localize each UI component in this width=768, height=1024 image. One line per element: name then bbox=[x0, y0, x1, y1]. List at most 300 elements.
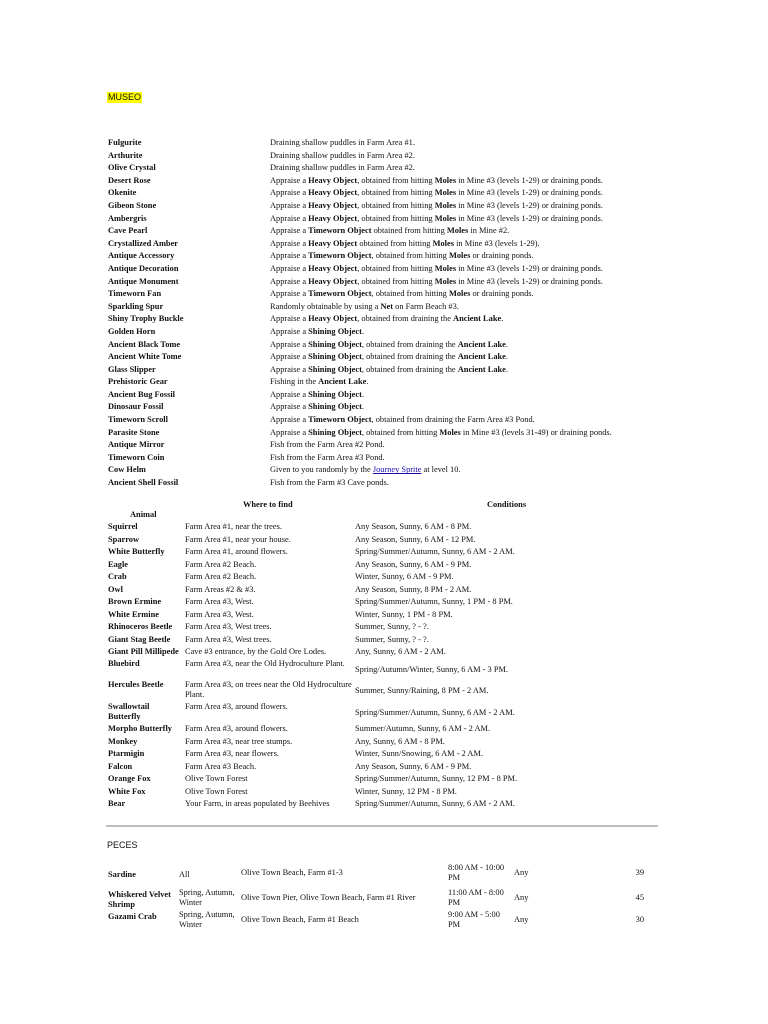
animal-name: Hercules Beetle bbox=[108, 680, 164, 689]
description-text: , obtained from draining the bbox=[361, 364, 458, 374]
animal-name: Sparrow bbox=[108, 534, 140, 544]
animal-conditions: Spring/Summer/Autumn, Sunny, 6 AM - 2 AM. bbox=[355, 547, 515, 556]
museo-item-description bbox=[270, 401, 364, 414]
animal-location: Farm Area #3, near the Old Hydroculture Plant. bbox=[185, 659, 345, 668]
animal-row bbox=[108, 521, 648, 534]
description-text: . bbox=[361, 389, 364, 399]
fish-season: Spring, Autumn, Winter bbox=[179, 910, 235, 929]
museo-item-name: Parasite Stone bbox=[108, 427, 160, 437]
museo-row bbox=[108, 464, 648, 477]
museo-row bbox=[108, 376, 648, 389]
animal-name: White Fox bbox=[108, 786, 146, 796]
bold-term: Moles bbox=[434, 175, 457, 185]
description-text: Appraise a bbox=[270, 339, 309, 349]
animal-location: Farm Area #1, around flowers. bbox=[185, 547, 288, 556]
museo-row bbox=[108, 225, 648, 238]
bold-term: Moles bbox=[448, 289, 471, 299]
description-text: in Mine #3 (levels 1-29) or draining ponds. bbox=[456, 213, 603, 223]
animal-row bbox=[108, 621, 648, 634]
header-animal: Animal bbox=[130, 510, 157, 519]
museo-row bbox=[108, 276, 648, 289]
header-where-to-find: Where to find bbox=[243, 500, 293, 509]
animal-name: Swallowtail Butterfly bbox=[108, 702, 150, 721]
description-text: . bbox=[361, 326, 364, 336]
description-text: , obtained from draining the bbox=[361, 339, 458, 349]
animal-conditions: Spring/Autumn/Winter, Sunny, 6 AM - 3 PM. bbox=[355, 665, 509, 674]
description-text: Fish from the Farm #3 Cave ponds. bbox=[270, 478, 389, 488]
museo-item-name: Antique Monument bbox=[108, 276, 179, 286]
bold-term: Ancient Lake bbox=[457, 364, 506, 374]
description-text: or draining ponds. bbox=[470, 289, 534, 299]
description-text: , obtained from hitting bbox=[357, 200, 435, 210]
museo-item-description bbox=[270, 427, 612, 440]
description-text: Draining shallow puddles in Farm Area #2. bbox=[270, 163, 415, 173]
bold-term: Moles bbox=[434, 213, 457, 223]
animal-location: Farm Areas #2 & #3. bbox=[185, 584, 256, 594]
museo-item-name: Antique Decoration bbox=[108, 263, 179, 273]
description-text: Given to you randomly by the bbox=[270, 465, 373, 475]
bold-term: Heavy Object bbox=[308, 175, 358, 185]
animal-location: Your Farm, in areas populated by Beehives bbox=[185, 799, 330, 808]
bold-term: Shining Object bbox=[308, 364, 362, 374]
animal-conditions: Winter, Sunny, 6 AM - 9 PM. bbox=[355, 572, 454, 581]
museo-item-name: Antique Mirror bbox=[108, 440, 165, 450]
animal-conditions: Summer, Sunny, ? - ?. bbox=[355, 622, 429, 631]
description-text: in Mine #3 (levels 1-29) or draining ponds. bbox=[456, 188, 603, 198]
animal-location: Olive Town Forest bbox=[185, 786, 248, 796]
animal-name: Eagle bbox=[108, 559, 129, 569]
journey-sprite-link[interactable]: Journey Sprite bbox=[372, 465, 422, 475]
description-text: in Mine #3 (levels 1-29) or draining ponds. bbox=[456, 175, 603, 185]
animal-name: Giant Stag Beetle bbox=[108, 634, 171, 644]
bold-term: Timeworn Object bbox=[308, 289, 372, 299]
description-text: in Mine #2. bbox=[468, 226, 510, 236]
animal-name: Morpho Butterfly bbox=[108, 724, 172, 733]
bold-term: Heavy Object bbox=[308, 188, 358, 198]
bold-term: Shining Object bbox=[308, 339, 362, 349]
animal-name: Ptarmigin bbox=[108, 749, 145, 758]
animal-row bbox=[108, 634, 648, 647]
museo-item-description bbox=[270, 276, 603, 289]
museo-item-description bbox=[270, 326, 364, 339]
description-text: , obtained from hitting bbox=[371, 289, 449, 299]
animal-name: Orange Fox bbox=[108, 774, 151, 783]
museo-row bbox=[108, 427, 648, 440]
animal-conditions: Summer/Autumn, Sunny, 6 AM - 2 AM. bbox=[355, 724, 491, 733]
museo-item-description bbox=[270, 477, 389, 490]
animal-table-header bbox=[108, 500, 648, 522]
museo-row bbox=[108, 339, 648, 352]
description-text: , obtained from hitting bbox=[357, 276, 435, 286]
bold-term: Moles bbox=[434, 263, 457, 273]
bold-term: Shining Object bbox=[308, 326, 362, 336]
description-text: Draining shallow puddles in Farm Area #2. bbox=[270, 150, 415, 160]
animal-row bbox=[108, 748, 648, 761]
animal-conditions: Any Season, Sunny, 6 AM - 9 PM. bbox=[355, 761, 472, 771]
description-text: , obtained from hitting bbox=[357, 213, 435, 223]
animal-conditions: Any, Sunny, 6 AM - 8 PM. bbox=[355, 736, 445, 746]
animal-row bbox=[108, 646, 648, 659]
museo-row bbox=[108, 137, 648, 150]
museo-item-name: Olive Crystal bbox=[108, 163, 156, 173]
animal-conditions: Spring/Summer/Autumn, Sunny, 6 AM - 2 AM. bbox=[355, 708, 515, 717]
animal-row bbox=[108, 584, 648, 597]
description-text: . bbox=[505, 352, 508, 362]
fish-table bbox=[108, 863, 648, 932]
animal-row bbox=[108, 798, 648, 811]
description-text: , obtained from hitting bbox=[371, 251, 449, 261]
description-text: Appraise a bbox=[270, 251, 309, 261]
museo-row bbox=[108, 313, 648, 326]
museo-table bbox=[108, 137, 648, 490]
description-text: in Mine #3 (levels 31-49) or draining ponds. bbox=[460, 427, 612, 437]
animal-name: Owl bbox=[108, 584, 123, 594]
museo-item-name: Timeworn Coin bbox=[108, 452, 165, 462]
museo-row bbox=[108, 414, 648, 427]
museo-item-name: Desert Rose bbox=[108, 175, 151, 185]
description-text: . bbox=[501, 314, 504, 324]
section-divider bbox=[106, 825, 658, 827]
fish-location: Olive Town Beach, Farm #1 Beach bbox=[241, 915, 359, 924]
description-text: Appraise a bbox=[270, 213, 309, 223]
animal-conditions: Any, Sunny, 6 AM - 2 AM. bbox=[355, 647, 446, 656]
description-text: , obtained from hitting bbox=[357, 263, 435, 273]
fish-time: 8:00 AM - 10:00 PM bbox=[448, 863, 505, 882]
description-text: . bbox=[505, 339, 508, 349]
description-text: , obtained from hitting bbox=[361, 427, 440, 437]
museo-item-description bbox=[270, 187, 603, 200]
museo-item-name: Ancient Shell Fossil bbox=[108, 478, 179, 488]
bold-term: Timeworn Object bbox=[308, 226, 372, 236]
animal-location: Farm Area #3, West trees. bbox=[185, 634, 272, 644]
bold-term: Ancient Lake bbox=[453, 314, 502, 324]
animal-conditions: Any Season, Sunny, 6 AM - 12 PM. bbox=[355, 534, 476, 544]
description-text: in Mine #3 (levels 1-29). bbox=[454, 238, 540, 248]
fish-price: 30 bbox=[635, 915, 644, 924]
animal-row bbox=[108, 680, 648, 702]
description-text: Appraise a bbox=[270, 402, 309, 412]
fish-name: Gazami Crab bbox=[108, 912, 157, 921]
fish-season: All bbox=[179, 870, 190, 879]
museo-row bbox=[108, 364, 648, 377]
description-text: Appraise a bbox=[270, 238, 309, 248]
bold-term: Moles bbox=[434, 200, 457, 210]
animal-name: Falcon bbox=[108, 761, 133, 771]
description-text: Appraise a bbox=[270, 226, 309, 236]
bold-term: Timeworn Object bbox=[308, 251, 372, 261]
description-text: obtained from hitting bbox=[371, 226, 447, 236]
description-text: obtained from hitting bbox=[357, 238, 433, 248]
museo-item-name: Ancient Bug Fossil bbox=[108, 389, 176, 399]
animal-row bbox=[108, 534, 648, 547]
description-text: Appraise a bbox=[270, 188, 309, 198]
fish-weather: Any bbox=[514, 915, 529, 924]
museo-row bbox=[108, 351, 648, 364]
museo-item-description bbox=[270, 339, 508, 352]
museo-item-name: Okenite bbox=[108, 188, 137, 198]
description-text: , obtained from draining the bbox=[357, 314, 454, 324]
animal-name: Giant Pill Millipede bbox=[108, 647, 179, 656]
museo-item-name: Glass Slipper bbox=[108, 364, 156, 374]
museo-item-name: Antique Accessory bbox=[108, 251, 175, 261]
animal-location: Farm Area #3, on trees near the Old Hydroculture Plant. bbox=[185, 680, 352, 699]
animal-row bbox=[108, 761, 648, 774]
fish-time: 9:00 AM - 5:00 PM bbox=[448, 910, 500, 929]
museo-item-name: Golden Horn bbox=[108, 326, 156, 336]
animal-conditions: Any Season, Sunny, 8 PM - 2 AM. bbox=[355, 584, 472, 594]
description-text: Randomly obtainable by using a bbox=[270, 301, 381, 311]
animal-name: White Butterfly bbox=[108, 547, 165, 556]
fish-row bbox=[108, 910, 648, 932]
museo-row bbox=[108, 452, 648, 465]
bold-term: Moles bbox=[439, 427, 461, 437]
museo-item-name: Timeworn Scroll bbox=[108, 415, 168, 425]
animal-row bbox=[108, 559, 648, 572]
museo-item-description bbox=[270, 439, 385, 452]
fish-name: Whiskered Velvet Shrimp bbox=[108, 890, 171, 909]
museo-item-description bbox=[270, 213, 603, 226]
museo-row bbox=[108, 326, 648, 339]
museo-row bbox=[108, 288, 648, 301]
fish-location: Olive Town Beach, Farm #1-3 bbox=[241, 868, 343, 877]
animal-row bbox=[108, 546, 648, 559]
museo-item-description bbox=[270, 238, 540, 251]
animal-location: Farm Area #3 Beach. bbox=[185, 761, 257, 771]
description-text: Fishing in the bbox=[270, 377, 319, 387]
bold-term: Net bbox=[380, 301, 394, 311]
museo-item-description bbox=[270, 351, 508, 364]
animal-table bbox=[108, 521, 648, 811]
museo-item-description bbox=[270, 389, 364, 402]
museo-row bbox=[108, 150, 648, 163]
animal-conditions: Summer, Sunny, ? - ?. bbox=[355, 634, 429, 644]
animal-row bbox=[108, 773, 648, 786]
museo-item-name: Sparkling Spur bbox=[108, 301, 164, 311]
description-text: , obtained from hitting bbox=[357, 188, 435, 198]
animal-conditions: Spring/Summer/Autumn, Sunny, 12 PM - 8 PM. bbox=[355, 774, 518, 783]
museo-item-name: Dinosaur Fossil bbox=[108, 402, 164, 412]
animal-conditions: Winter, Sunny, 12 PM - 8 PM. bbox=[355, 786, 457, 796]
bold-term: Heavy Object bbox=[308, 200, 358, 210]
fish-row bbox=[108, 888, 648, 910]
description-text: , obtained from draining the Farm Area #3 Pond. bbox=[371, 415, 535, 425]
museo-item-name: Ancient Black Tome bbox=[108, 339, 181, 349]
description-text: . bbox=[366, 377, 369, 387]
fish-price: 45 bbox=[635, 893, 644, 902]
museo-item-description bbox=[270, 452, 385, 465]
animal-location: Olive Town Forest bbox=[185, 774, 248, 783]
museo-item-description bbox=[270, 364, 508, 377]
museo-row bbox=[108, 401, 648, 414]
animal-row bbox=[108, 736, 648, 749]
fish-name: Sardine bbox=[108, 870, 136, 879]
description-text: in Mine #3 (levels 1-29) or draining ponds. bbox=[456, 200, 603, 210]
museo-item-description bbox=[270, 464, 461, 477]
description-text: or draining ponds. bbox=[470, 251, 534, 261]
description-text: Appraise a bbox=[270, 352, 309, 362]
animal-location: Farm Area #3, near flowers. bbox=[185, 749, 279, 758]
bold-term: Timeworn Object bbox=[308, 415, 372, 425]
description-text: Fish from the Farm Area #2 Pond. bbox=[270, 440, 385, 450]
animal-name: Brown Ermine bbox=[108, 597, 162, 606]
museo-item-name: Cave Pearl bbox=[108, 226, 148, 236]
museo-item-description bbox=[270, 263, 603, 276]
museo-item-description bbox=[270, 376, 368, 389]
animal-location: Farm Area #2 Beach. bbox=[185, 572, 257, 581]
description-text: , obtained from draining the bbox=[361, 352, 458, 362]
bold-term: Heavy Object bbox=[308, 276, 358, 286]
bold-term: Shining Object bbox=[308, 427, 362, 437]
museo-item-description bbox=[270, 414, 535, 427]
description-text: Appraise a bbox=[270, 200, 309, 210]
animal-location: Farm Area #3, around flowers. bbox=[185, 724, 288, 733]
animal-row bbox=[108, 786, 648, 799]
animal-row bbox=[108, 702, 648, 723]
museo-item-description bbox=[270, 150, 415, 163]
bold-term: Shining Object bbox=[308, 402, 362, 412]
peces-heading: PECES bbox=[107, 840, 138, 850]
description-text: Appraise a bbox=[270, 415, 309, 425]
museo-item-name: Ambergris bbox=[108, 213, 147, 223]
museo-item-description bbox=[270, 301, 459, 314]
description-text: Appraise a bbox=[270, 314, 309, 324]
museo-item-name: Timeworn Fan bbox=[108, 289, 162, 299]
bold-term: Ancient Lake bbox=[457, 352, 506, 362]
museo-row bbox=[108, 200, 648, 213]
museo-row bbox=[108, 162, 648, 175]
bold-term: Ancient Lake bbox=[457, 339, 506, 349]
animal-conditions: Spring/Summer/Autumn, Sunny, 1 PM - 8 PM. bbox=[355, 597, 513, 606]
animal-location: Farm Area #3, West. bbox=[185, 609, 254, 619]
museo-item-description bbox=[270, 250, 534, 263]
description-text: Draining shallow puddles in Farm Area #1. bbox=[270, 138, 415, 147]
museo-item-name: Ancient White Tome bbox=[108, 352, 182, 362]
animal-conditions: Summer, Sunny/Raining, 8 PM - 2 AM. bbox=[355, 686, 489, 695]
museo-row bbox=[108, 187, 648, 200]
fish-location: Olive Town Pier, Olive Town Beach, Farm #1 River bbox=[241, 893, 416, 902]
fish-row bbox=[108, 863, 648, 888]
description-text: Fish from the Farm Area #3 Pond. bbox=[270, 452, 385, 462]
animal-name: Bear bbox=[108, 799, 126, 808]
museo-row bbox=[108, 301, 648, 314]
fish-time: 11:00 AM - 8:00 PM bbox=[448, 888, 504, 907]
animal-conditions: Winter, Sunny, 1 PM - 8 PM. bbox=[355, 609, 453, 619]
fish-weather: Any bbox=[514, 893, 529, 902]
fish-price: 39 bbox=[635, 868, 644, 877]
animal-location: Farm Area #1, near the trees. bbox=[185, 522, 282, 531]
description-text: in Mine #3 (levels 1-29) or draining ponds. bbox=[456, 263, 603, 273]
description-text: . bbox=[505, 364, 508, 374]
museo-item-name: Gibeon Stone bbox=[108, 200, 157, 210]
animal-name: White Ermine bbox=[108, 609, 159, 619]
museo-item-description bbox=[270, 162, 415, 175]
description-text: in Mine #3 (levels 1-29) or draining ponds. bbox=[456, 276, 603, 286]
museo-item-description bbox=[270, 313, 503, 326]
description-text: . bbox=[361, 402, 364, 412]
description-text: Appraise a bbox=[270, 276, 309, 286]
animal-location: Farm Area #3, around flowers. bbox=[185, 702, 288, 711]
museo-row bbox=[108, 238, 648, 251]
description-text: Appraise a bbox=[270, 289, 309, 299]
animal-name: Bluebird bbox=[108, 659, 140, 668]
header-conditions: Conditions bbox=[487, 500, 527, 509]
description-text: Appraise a bbox=[270, 389, 309, 399]
museo-item-description bbox=[270, 137, 415, 150]
museo-row bbox=[108, 175, 648, 188]
bold-term: Heavy Object bbox=[308, 213, 358, 223]
animal-location: Cave #3 entrance, by the Gold Ore Lodes. bbox=[185, 647, 327, 656]
animal-row bbox=[108, 659, 648, 680]
bold-term: Moles bbox=[434, 188, 457, 198]
fish-season: Spring, Autumn, Winter bbox=[179, 888, 235, 907]
animal-conditions: Winter, Sunn/Snowing, 6 AM - 2 AM. bbox=[355, 749, 483, 758]
museo-item-name: Fulgurite bbox=[108, 138, 142, 147]
fish-weather: Any bbox=[514, 868, 529, 877]
description-text: Appraise a bbox=[270, 364, 309, 374]
animal-name: Squirrel bbox=[108, 522, 138, 531]
animal-location: Farm Area #1, near your house. bbox=[185, 534, 291, 544]
animal-row bbox=[108, 609, 648, 622]
bold-term: Heavy Object bbox=[308, 238, 358, 248]
animal-location: Farm Area #2 Beach. bbox=[185, 559, 257, 569]
bold-term: Moles bbox=[446, 226, 469, 236]
museo-heading: MUSEO bbox=[108, 92, 142, 102]
description-text: Appraise a bbox=[270, 175, 309, 185]
animal-location: Farm Area #3, West trees. bbox=[185, 622, 272, 631]
museo-item-name: Prehistoric Gear bbox=[108, 377, 168, 387]
museo-item-name: Shiny Trophy Buckle bbox=[108, 314, 184, 324]
museo-row bbox=[108, 263, 648, 276]
bold-term: Moles bbox=[434, 276, 457, 286]
animal-location: Farm Area #3, West. bbox=[185, 597, 254, 606]
bold-term: Ancient Lake bbox=[318, 377, 367, 387]
description-text: Appraise a bbox=[270, 427, 309, 437]
museo-item-description bbox=[270, 288, 534, 301]
description-text: on Farm Beach #3. bbox=[393, 301, 459, 311]
description-text: Appraise a bbox=[270, 263, 309, 273]
description-text: at level 10. bbox=[421, 465, 461, 475]
animal-name: Monkey bbox=[108, 736, 138, 746]
bold-term: Shining Object bbox=[308, 352, 362, 362]
animal-name: Rhinoceros Beetle bbox=[108, 622, 173, 631]
description-text: Appraise a bbox=[270, 326, 309, 336]
museo-item-name: Cow Helm bbox=[108, 465, 146, 475]
bold-term: Shining Object bbox=[308, 389, 362, 399]
animal-conditions: Any Season, Sunny, 6 AM - 8 PM. bbox=[355, 522, 472, 531]
museo-row bbox=[108, 250, 648, 263]
animal-row bbox=[108, 723, 648, 736]
animal-name: Crab bbox=[108, 572, 127, 581]
animal-row bbox=[108, 596, 648, 609]
bold-term: Heavy Object bbox=[308, 314, 358, 324]
museo-item-description bbox=[270, 175, 603, 188]
animal-conditions: Spring/Summer/Autumn, Sunny, 6 AM - 2 AM. bbox=[355, 799, 515, 808]
museo-item-name: Arthurite bbox=[108, 150, 143, 160]
museo-row bbox=[108, 477, 648, 490]
description-text: , obtained from hitting bbox=[357, 175, 435, 185]
bold-term: Moles bbox=[432, 238, 454, 248]
bold-term: Moles bbox=[448, 251, 471, 261]
museo-row bbox=[108, 213, 648, 226]
museo-item-name: Crystallized Amber bbox=[108, 238, 179, 248]
museo-item-description bbox=[270, 225, 509, 238]
museo-row bbox=[108, 389, 648, 402]
animal-row bbox=[108, 571, 648, 584]
animal-location: Farm Area #3, near tree stumps. bbox=[185, 736, 293, 746]
animal-conditions: Any Season, Sunny, 6 AM - 9 PM. bbox=[355, 559, 472, 569]
museo-item-description bbox=[270, 200, 603, 213]
museo-row bbox=[108, 439, 648, 452]
